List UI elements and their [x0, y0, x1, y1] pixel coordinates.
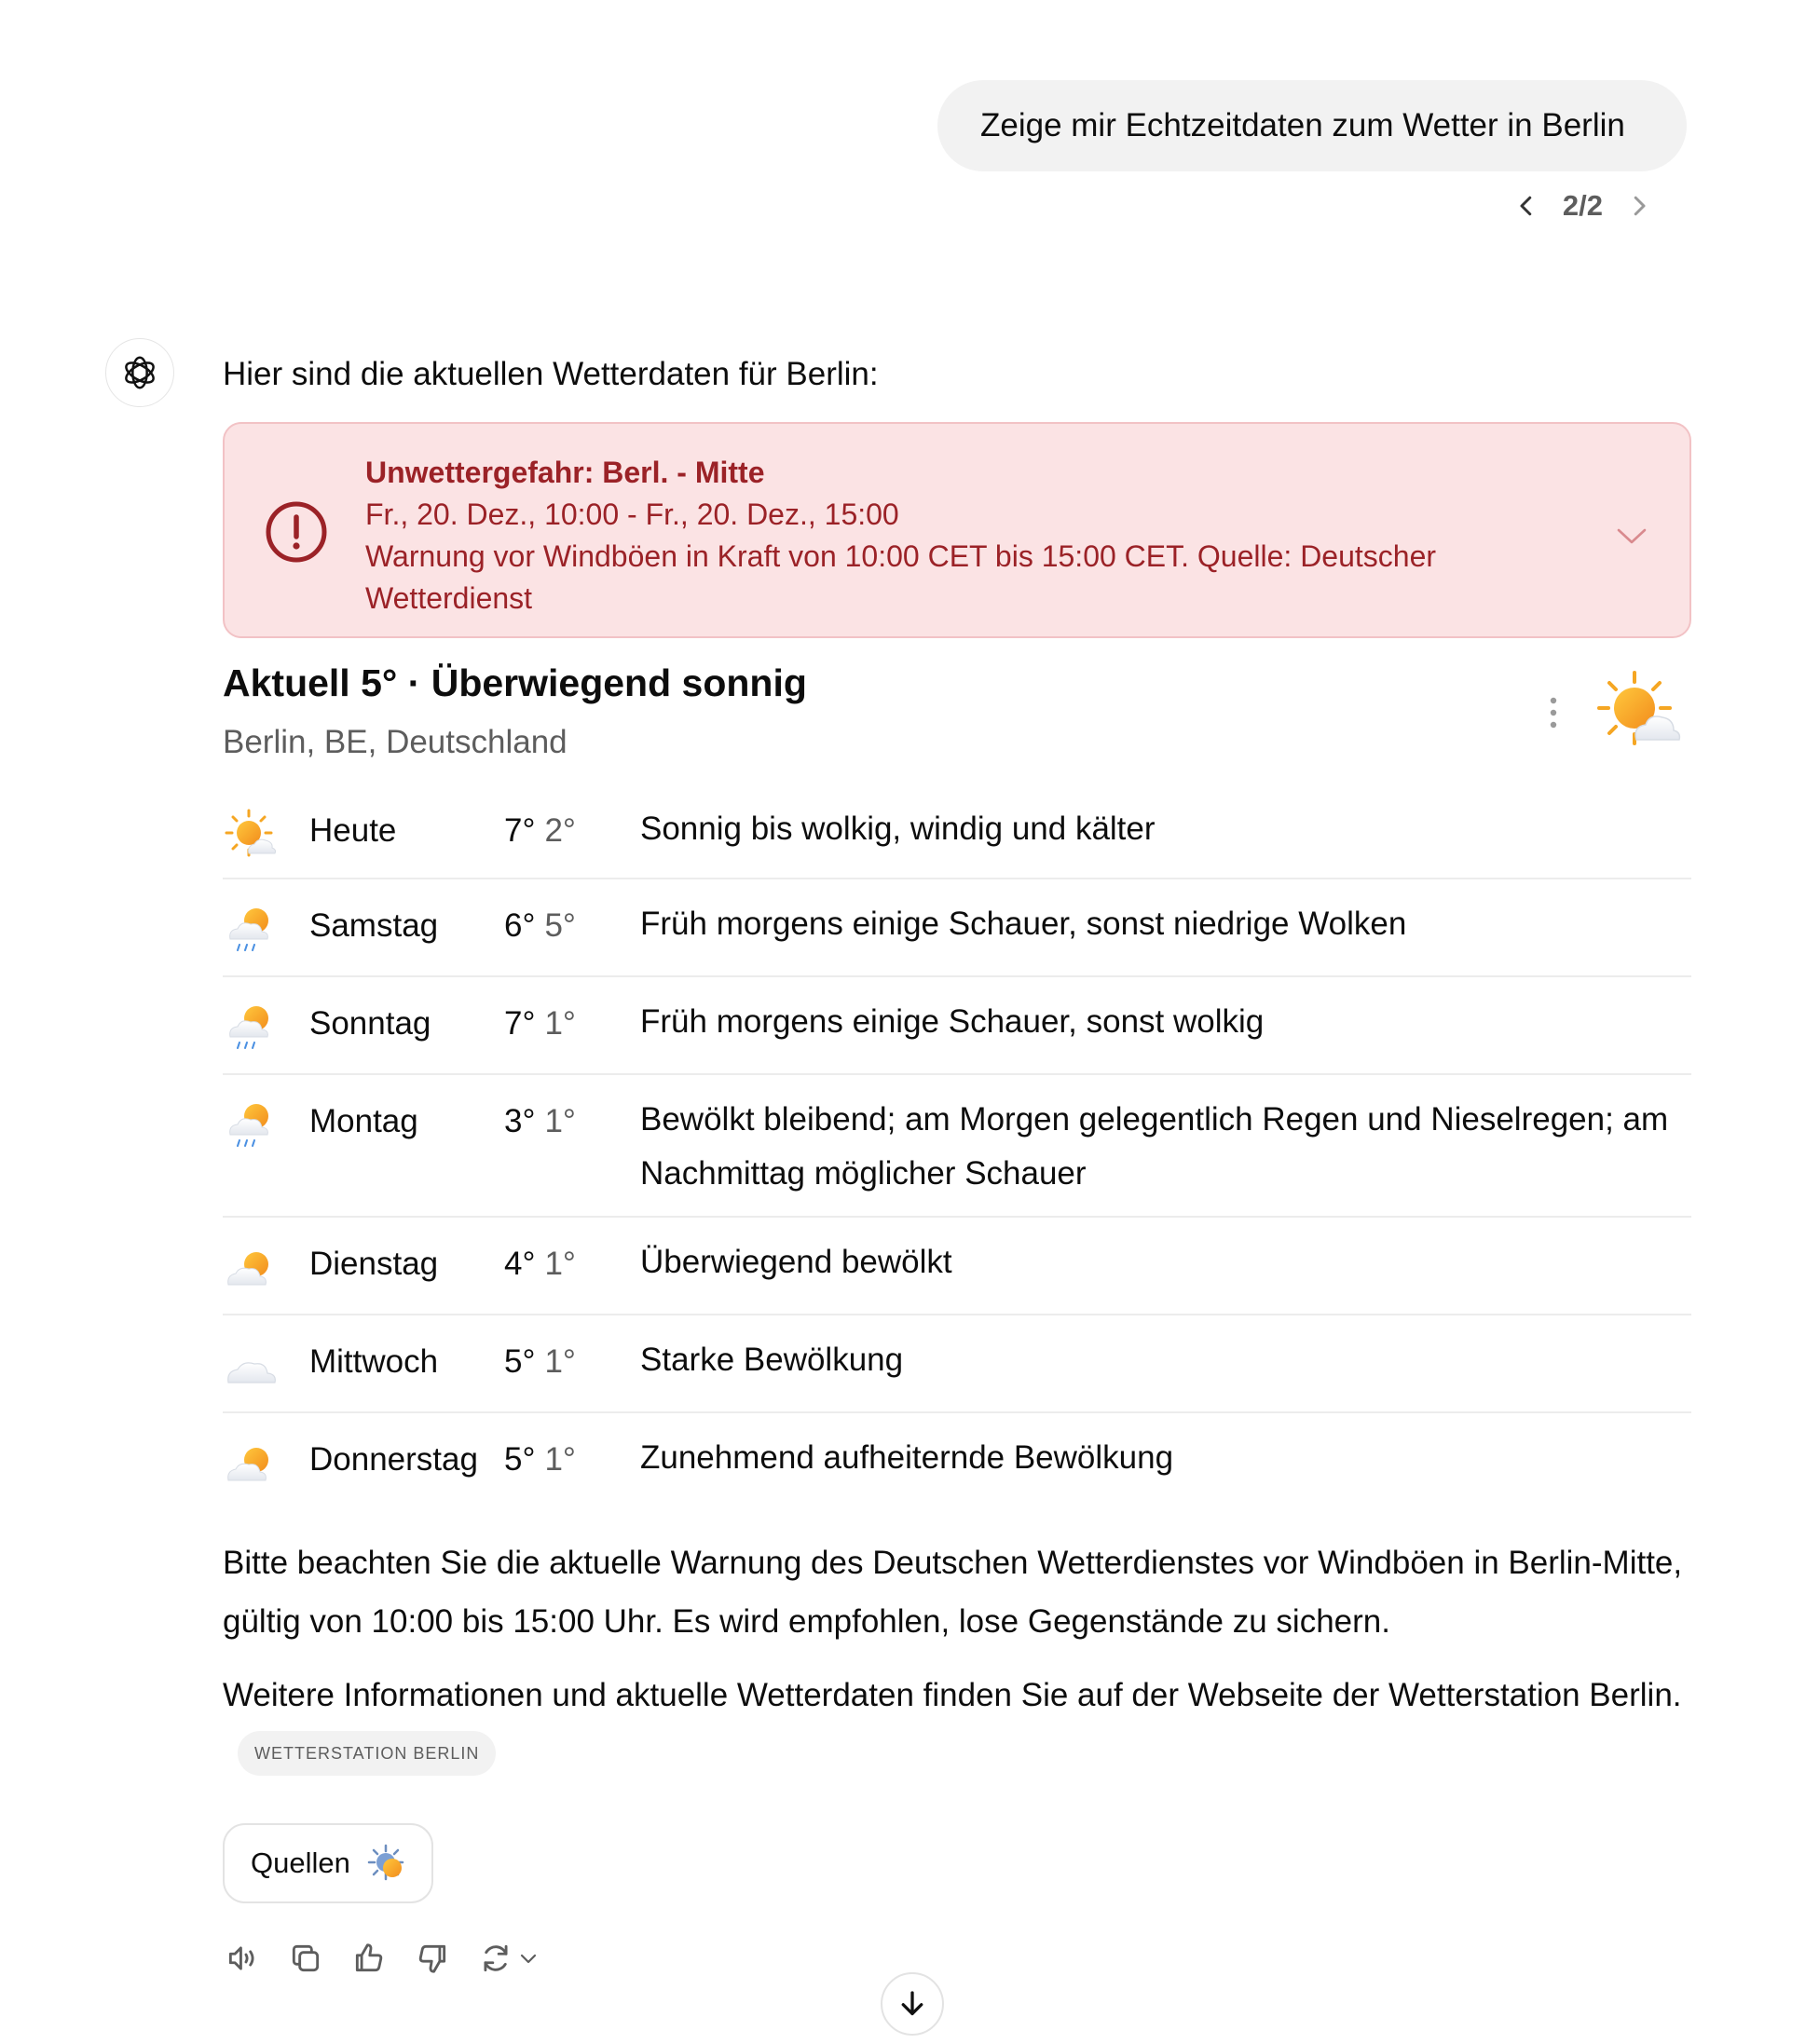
- chevron-down-icon[interactable]: [1613, 517, 1650, 554]
- alert-time: Fr., 20. Dez., 10:00 - Fr., 20. Dez., 15:00: [365, 497, 899, 531]
- forecast-high: 7°: [504, 812, 536, 849]
- info-paragraph-text: Weitere Informationen und aktuelle Wetterdaten finden Sie auf der Webseite der Wetterstation Berlin.: [223, 1677, 1682, 1713]
- alert-description: Warnung vor Windböen in Kraft von 10:00 CET bis 15:00 CET. Quelle: Deutscher Wetterdienst: [365, 539, 1437, 615]
- copy-icon[interactable]: [288, 1941, 323, 1976]
- forecast-temps: [504, 1441, 576, 1478]
- forecast-description: Früh morgens einige Schauer, sonst niedrige Wolken: [640, 906, 1407, 942]
- info-paragraph: [223, 1666, 1695, 1783]
- message-actions: [225, 1941, 540, 1976]
- forecast-temps: [504, 1103, 576, 1140]
- forecast-temps: [504, 812, 576, 850]
- forecast-high: 5°: [504, 1441, 536, 1478]
- scroll-down-button[interactable]: [881, 1972, 944, 2036]
- user-message-text: Zeige mir Echtzeitdaten zum Wetter in Berlin: [980, 107, 1625, 143]
- forecast-day: Montag: [309, 1103, 418, 1139]
- forecast-high: 5°: [504, 1343, 536, 1380]
- rain-sun-icon: [225, 1099, 277, 1151]
- regenerate-button[interactable]: [478, 1941, 540, 1976]
- forecast-day: Sonntag: [309, 1005, 431, 1042]
- cloud-sun-icon: [225, 1242, 277, 1294]
- assistant-avatar: [105, 338, 174, 407]
- thumbs-down-icon[interactable]: [415, 1941, 450, 1976]
- read-aloud-icon[interactable]: [225, 1941, 260, 1976]
- forecast-temps: [504, 907, 576, 945]
- source-chip[interactable]: WETTERSTATION BERLIN: [238, 1731, 496, 1776]
- sources-button[interactable]: [223, 1823, 433, 1903]
- more-options-icon[interactable]: [1547, 694, 1560, 731]
- forecast-table: [223, 784, 1691, 1506]
- forecast-description: Bewölkt bleibend; am Morgen gelegentlich Regen und Nieselregen; am Nachmittag möglicher Schauer: [640, 1101, 1669, 1192]
- forecast-day: Mittwoch: [309, 1343, 439, 1380]
- forecast-row: [223, 879, 1691, 977]
- forecast-temps: [504, 1343, 576, 1381]
- cloud-icon: [225, 1340, 277, 1392]
- chevron-left-icon[interactable]: [1512, 192, 1540, 220]
- forecast-row: [223, 977, 1691, 1075]
- arrow-down-icon: [896, 1987, 929, 2021]
- forecast-high: 4°: [504, 1246, 536, 1282]
- forecast-day: Heute: [309, 812, 397, 849]
- thumbs-up-icon[interactable]: [351, 1941, 387, 1976]
- forecast-low: 1°: [544, 1103, 576, 1139]
- forecast-description: Früh morgens einige Schauer, sonst wolkig: [640, 1003, 1265, 1040]
- sources-label: Quellen: [251, 1846, 350, 1879]
- forecast-high: 7°: [504, 1005, 536, 1042]
- forecast-temps: [504, 1005, 576, 1042]
- openai-logo-icon: [118, 351, 161, 394]
- cloud-sun-icon: [225, 1438, 277, 1490]
- forecast-description: Zunehmend aufheiternde Bewölkung: [640, 1439, 1174, 1476]
- forecast-low: 1°: [544, 1441, 576, 1478]
- forecast-day: Donnerstag: [309, 1441, 478, 1478]
- current-location: Berlin, BE, Deutschland: [223, 724, 568, 760]
- response-pager: [1512, 189, 1653, 223]
- forecast-low: 1°: [544, 1246, 576, 1282]
- forecast-row: [223, 1218, 1691, 1315]
- forecast-low: 5°: [544, 907, 576, 944]
- regenerate-icon: [478, 1941, 513, 1976]
- forecast-row: [223, 1315, 1691, 1413]
- partly-sunny-icon: [1595, 669, 1685, 758]
- pager-count: 2/2: [1562, 189, 1603, 222]
- alert-content: [365, 452, 1465, 620]
- chevron-right-icon[interactable]: [1625, 192, 1653, 220]
- forecast-high: 3°: [504, 1103, 536, 1139]
- forecast-row: [223, 1075, 1691, 1218]
- forecast-low: 1°: [544, 1005, 576, 1042]
- user-message-bubble: [937, 80, 1687, 171]
- alert-exclamation-icon: [264, 499, 329, 565]
- current-weather-title: Aktuell 5° · Überwiegend sonnig: [223, 661, 807, 704]
- weather-source-icon: [367, 1844, 406, 1883]
- intro-text: Hier sind die aktuellen Wetterdaten für Berlin:: [223, 356, 879, 392]
- forecast-temps: [504, 1246, 576, 1283]
- forecast-description: Sonnig bis wolkig, windig und kälter: [640, 811, 1156, 847]
- forecast-description: Überwiegend bewölkt: [640, 1244, 952, 1280]
- forecast-row: [223, 784, 1691, 879]
- rain-sun-icon: [225, 904, 277, 956]
- chevron-down-icon: [517, 1947, 540, 1969]
- rain-sun-icon: [225, 1002, 277, 1054]
- forecast-day: Samstag: [309, 907, 439, 944]
- forecast-low: 1°: [544, 1343, 576, 1380]
- forecast-description: Starke Bewölkung: [640, 1342, 904, 1378]
- forecast-high: 6°: [504, 907, 536, 944]
- warning-paragraph: Bitte beachten Sie die aktuelle Warnung des Deutschen Wetterdienstes vor Windböen in Berlin-Mitte, gültig von 10:00 bis 15:00 Uhr. Es wird empfohlen, lose Gegenstände zu sichern.: [223, 1545, 1683, 1640]
- forecast-row: [223, 1413, 1691, 1506]
- forecast-low: 2°: [544, 812, 576, 849]
- sun-cloud-icon: [225, 809, 277, 861]
- weather-alert[interactable]: [223, 422, 1691, 638]
- forecast-day: Dienstag: [309, 1246, 439, 1282]
- alert-title: Unwettergefahr: Berl. - Mitte: [365, 456, 765, 489]
